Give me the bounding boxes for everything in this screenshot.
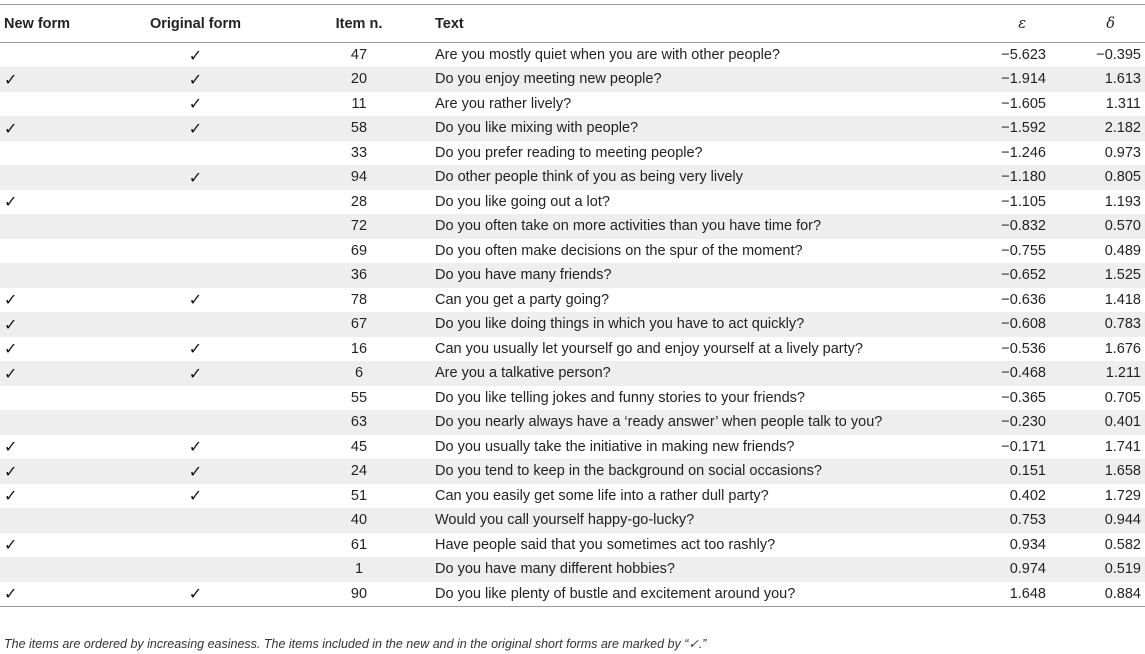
item-number-cell: 67 — [350, 316, 368, 333]
item-number-cell: 61 — [350, 536, 368, 553]
epsilon-cell: −1.105 — [1001, 193, 1046, 210]
delta-cell: 1.211 — [1105, 365, 1141, 382]
table-header-row — [0, 5, 1145, 43]
new-form-check-icon: ✓ — [4, 290, 18, 310]
original-form-check-icon: ✓ — [188, 167, 203, 187]
new-form-check-icon: ✓ — [4, 118, 18, 138]
item-number-cell: 63 — [350, 414, 368, 431]
epsilon-cell: −1.914 — [1001, 71, 1046, 88]
item-text-cell: Would you call yourself happy-go-lucky? — [435, 512, 695, 529]
item-number-cell: 11 — [351, 95, 367, 112]
item-text-cell: Can you easily get some life into a rather dull party? — [435, 487, 769, 504]
new-form-check-icon — [0, 214, 108, 239]
epsilon-cell: −0.365 — [1001, 389, 1046, 406]
epsilon-cell: −0.608 — [1001, 316, 1046, 333]
item-text-cell: Do you often make decisions on the spur of the moment? — [435, 242, 803, 259]
item-text-cell: Do you like going out a lot? — [435, 193, 610, 210]
delta-cell: 1.729 — [1104, 487, 1141, 504]
table-row — [0, 508, 1145, 533]
item-number-cell: 36 — [350, 267, 368, 284]
item-text-cell: Have people said that you sometimes act too rashly? — [435, 536, 776, 553]
table-row — [0, 92, 1145, 117]
epsilon-cell: −0.652 — [1001, 267, 1046, 284]
header-delta: δ — [1106, 15, 1115, 32]
table-row — [0, 312, 1145, 337]
new-form-check-icon — [0, 263, 108, 288]
epsilon-cell: −0.230 — [1001, 414, 1046, 431]
items-table — [0, 4, 1145, 607]
delta-cell: 0.582 — [1104, 536, 1141, 553]
new-form-check-icon: ✓ — [4, 584, 18, 603]
table-row — [0, 386, 1145, 411]
new-form-check-icon — [0, 43, 108, 68]
original-form-check-icon: ✓ — [188, 486, 203, 506]
new-form-check-icon — [0, 141, 108, 166]
item-number-cell: 47 — [350, 47, 368, 63]
original-form-check-icon: ✓ — [188, 363, 203, 383]
epsilon-cell: −0.636 — [1001, 291, 1046, 308]
table-row — [0, 214, 1145, 239]
item-text-cell: Do you like mixing with people? — [435, 120, 639, 137]
table-row — [0, 43, 1145, 68]
item-number-cell: 24 — [350, 463, 368, 480]
original-form-check-icon — [108, 533, 283, 558]
new-form-check-icon — [0, 410, 108, 435]
original-form-check-icon: ✓ — [188, 290, 203, 310]
item-text-cell: Do you like telling jokes and funny stories to your friends? — [435, 389, 805, 406]
item-number-cell: 55 — [350, 389, 368, 406]
delta-cell: 0.401 — [1104, 414, 1141, 431]
epsilon-cell: 1.648 — [1009, 585, 1046, 602]
item-text-cell: Do you nearly always have a ‘ready answer’ when people talk to you? — [435, 414, 883, 431]
item-text-cell: Do you like doing things in which you have to act quickly? — [435, 316, 805, 333]
original-form-check-icon: ✓ — [188, 437, 203, 457]
epsilon-cell: −1.605 — [1001, 95, 1046, 112]
delta-cell: 0.705 — [1104, 389, 1141, 406]
epsilon-cell: −0.536 — [1001, 340, 1046, 357]
original-form-check-icon — [108, 508, 283, 533]
header-original-form: Original form — [149, 15, 242, 32]
original-form-check-icon: ✓ — [188, 94, 203, 114]
item-number-cell: 6 — [354, 365, 364, 382]
delta-cell: 1.658 — [1104, 463, 1141, 480]
epsilon-cell: 0.151 — [1009, 463, 1046, 480]
delta-cell: 1.676 — [1104, 340, 1141, 357]
item-text-cell: Can you get a party going? — [435, 291, 610, 308]
item-text-cell: Do you tend to keep in the background on social occasions? — [435, 463, 822, 480]
item-text-cell: Do you like plenty of bustle and excitement around you? — [435, 585, 796, 602]
item-text-cell: Do you have many different hobbies? — [435, 561, 675, 578]
table-caption: The items are ordered by increasing easiness. The items included in the new and in the original short forms are marked by “✓.” — [4, 637, 707, 651]
table-row — [0, 67, 1145, 92]
new-form-check-icon: ✓ — [4, 339, 18, 359]
item-number-cell: 72 — [350, 218, 368, 235]
original-form-check-icon — [108, 239, 283, 264]
table-row — [0, 141, 1145, 166]
item-text-cell: Are you a talkative person? — [435, 365, 611, 382]
delta-cell: 1.311 — [1105, 95, 1141, 112]
item-number-cell: 33 — [350, 144, 368, 161]
item-text-cell: Do you enjoy meeting new people? — [435, 71, 662, 88]
new-form-check-icon: ✓ — [4, 461, 18, 481]
table-row — [0, 288, 1145, 313]
table-row — [0, 361, 1145, 386]
item-text-cell: Do you often take on more activities than you have time for? — [435, 218, 822, 235]
item-number-cell: 28 — [350, 193, 368, 210]
delta-cell: 0.519 — [1104, 561, 1141, 578]
table-row — [0, 435, 1145, 460]
item-text-cell: Do you prefer reading to meeting people? — [435, 144, 703, 161]
item-number-cell: 69 — [350, 242, 368, 259]
epsilon-cell: 0.974 — [1009, 561, 1046, 578]
new-form-check-icon: ✓ — [4, 486, 18, 506]
table-row — [0, 263, 1145, 288]
item-number-cell: 1 — [354, 561, 364, 578]
table-row — [0, 190, 1145, 215]
item-text-cell: Do you have many friends? — [435, 267, 612, 284]
item-number-cell: 16 — [350, 340, 368, 357]
header-text: Text — [435, 15, 464, 32]
original-form-check-icon: ✓ — [188, 584, 203, 603]
original-form-check-icon: ✓ — [188, 339, 203, 359]
original-form-check-icon — [108, 312, 283, 337]
new-form-check-icon: ✓ — [4, 363, 18, 383]
delta-cell: 0.570 — [1104, 218, 1141, 235]
item-number-cell: 45 — [350, 438, 368, 455]
table-row — [0, 410, 1145, 435]
original-form-check-icon — [108, 386, 283, 411]
original-form-check-icon — [108, 190, 283, 215]
delta-cell: 0.489 — [1104, 242, 1141, 259]
epsilon-cell: 0.934 — [1009, 536, 1046, 553]
table-row — [0, 459, 1145, 484]
epsilon-cell: −1.592 — [1001, 120, 1046, 137]
new-form-check-icon: ✓ — [4, 314, 18, 334]
item-number-cell: 90 — [350, 585, 368, 602]
item-text-cell: Are you mostly quiet when you are with other people? — [435, 47, 780, 63]
delta-cell: 0.973 — [1104, 144, 1141, 161]
epsilon-cell: −1.180 — [1001, 169, 1046, 186]
new-form-check-icon — [0, 386, 108, 411]
delta-cell: 1.613 — [1104, 71, 1141, 88]
epsilon-cell: −5.623 — [1001, 47, 1046, 63]
table-row — [0, 239, 1145, 264]
item-text-cell: Can you usually let yourself go and enjoy yourself at a lively party? — [435, 340, 863, 357]
delta-cell: 0.783 — [1104, 316, 1141, 333]
original-form-check-icon: ✓ — [188, 69, 203, 89]
table-body — [0, 43, 1145, 607]
new-form-check-icon — [0, 557, 108, 582]
epsilon-cell: −0.171 — [1001, 438, 1046, 455]
delta-cell: 1.418 — [1104, 291, 1141, 308]
item-text-cell: Do you usually take the initiative in making new friends? — [435, 438, 795, 455]
table-row — [0, 116, 1145, 141]
epsilon-cell: 0.753 — [1009, 512, 1046, 529]
items-table-container — [0, 4, 1145, 607]
header-item-number: Item n. — [335, 15, 383, 32]
item-number-cell: 58 — [350, 120, 368, 137]
epsilon-cell: 0.402 — [1009, 487, 1046, 504]
item-number-cell: 40 — [350, 512, 368, 529]
item-text-cell: Are you rather lively? — [435, 95, 572, 112]
epsilon-cell: −1.246 — [1001, 144, 1046, 161]
delta-cell: 0.805 — [1104, 169, 1141, 186]
delta-cell: 0.944 — [1104, 512, 1141, 529]
epsilon-cell: −0.832 — [1001, 218, 1046, 235]
original-form-check-icon — [108, 263, 283, 288]
table-row — [0, 582, 1145, 607]
original-form-check-icon — [108, 557, 283, 582]
table-row — [0, 484, 1145, 509]
table-row — [0, 165, 1145, 190]
original-form-check-icon: ✓ — [188, 461, 203, 481]
original-form-check-icon: ✓ — [188, 45, 203, 65]
new-form-check-icon — [0, 239, 108, 264]
delta-cell: 1.741 — [1104, 438, 1141, 455]
delta-cell: 2.182 — [1104, 120, 1141, 137]
original-form-check-icon: ✓ — [188, 118, 203, 138]
item-number-cell: 78 — [350, 291, 368, 308]
epsilon-cell: −0.755 — [1001, 242, 1046, 259]
delta-cell: 0.884 — [1104, 585, 1141, 602]
epsilon-cell: −0.468 — [1001, 365, 1046, 382]
original-form-check-icon — [108, 214, 283, 239]
delta-cell: −0.395 — [1096, 47, 1141, 63]
header-new-form: New form — [4, 15, 71, 32]
table-row — [0, 557, 1145, 582]
delta-cell: 1.525 — [1104, 267, 1141, 284]
header-epsilon: ε — [1018, 15, 1026, 32]
item-text-cell: Do other people think of you as being very lively — [435, 169, 743, 186]
new-form-check-icon: ✓ — [4, 437, 18, 457]
delta-cell: 1.193 — [1104, 193, 1141, 210]
new-form-check-icon: ✓ — [4, 69, 18, 89]
item-number-cell: 94 — [350, 169, 368, 186]
table-row — [0, 337, 1145, 362]
item-number-cell: 51 — [350, 487, 368, 504]
new-form-check-icon: ✓ — [4, 535, 18, 555]
new-form-check-icon — [0, 508, 108, 533]
new-form-check-icon — [0, 165, 108, 190]
new-form-check-icon — [0, 92, 108, 117]
original-form-check-icon — [108, 141, 283, 166]
table-row — [0, 533, 1145, 558]
item-number-cell: 20 — [350, 71, 368, 88]
new-form-check-icon: ✓ — [4, 192, 18, 212]
original-form-check-icon — [108, 410, 283, 435]
